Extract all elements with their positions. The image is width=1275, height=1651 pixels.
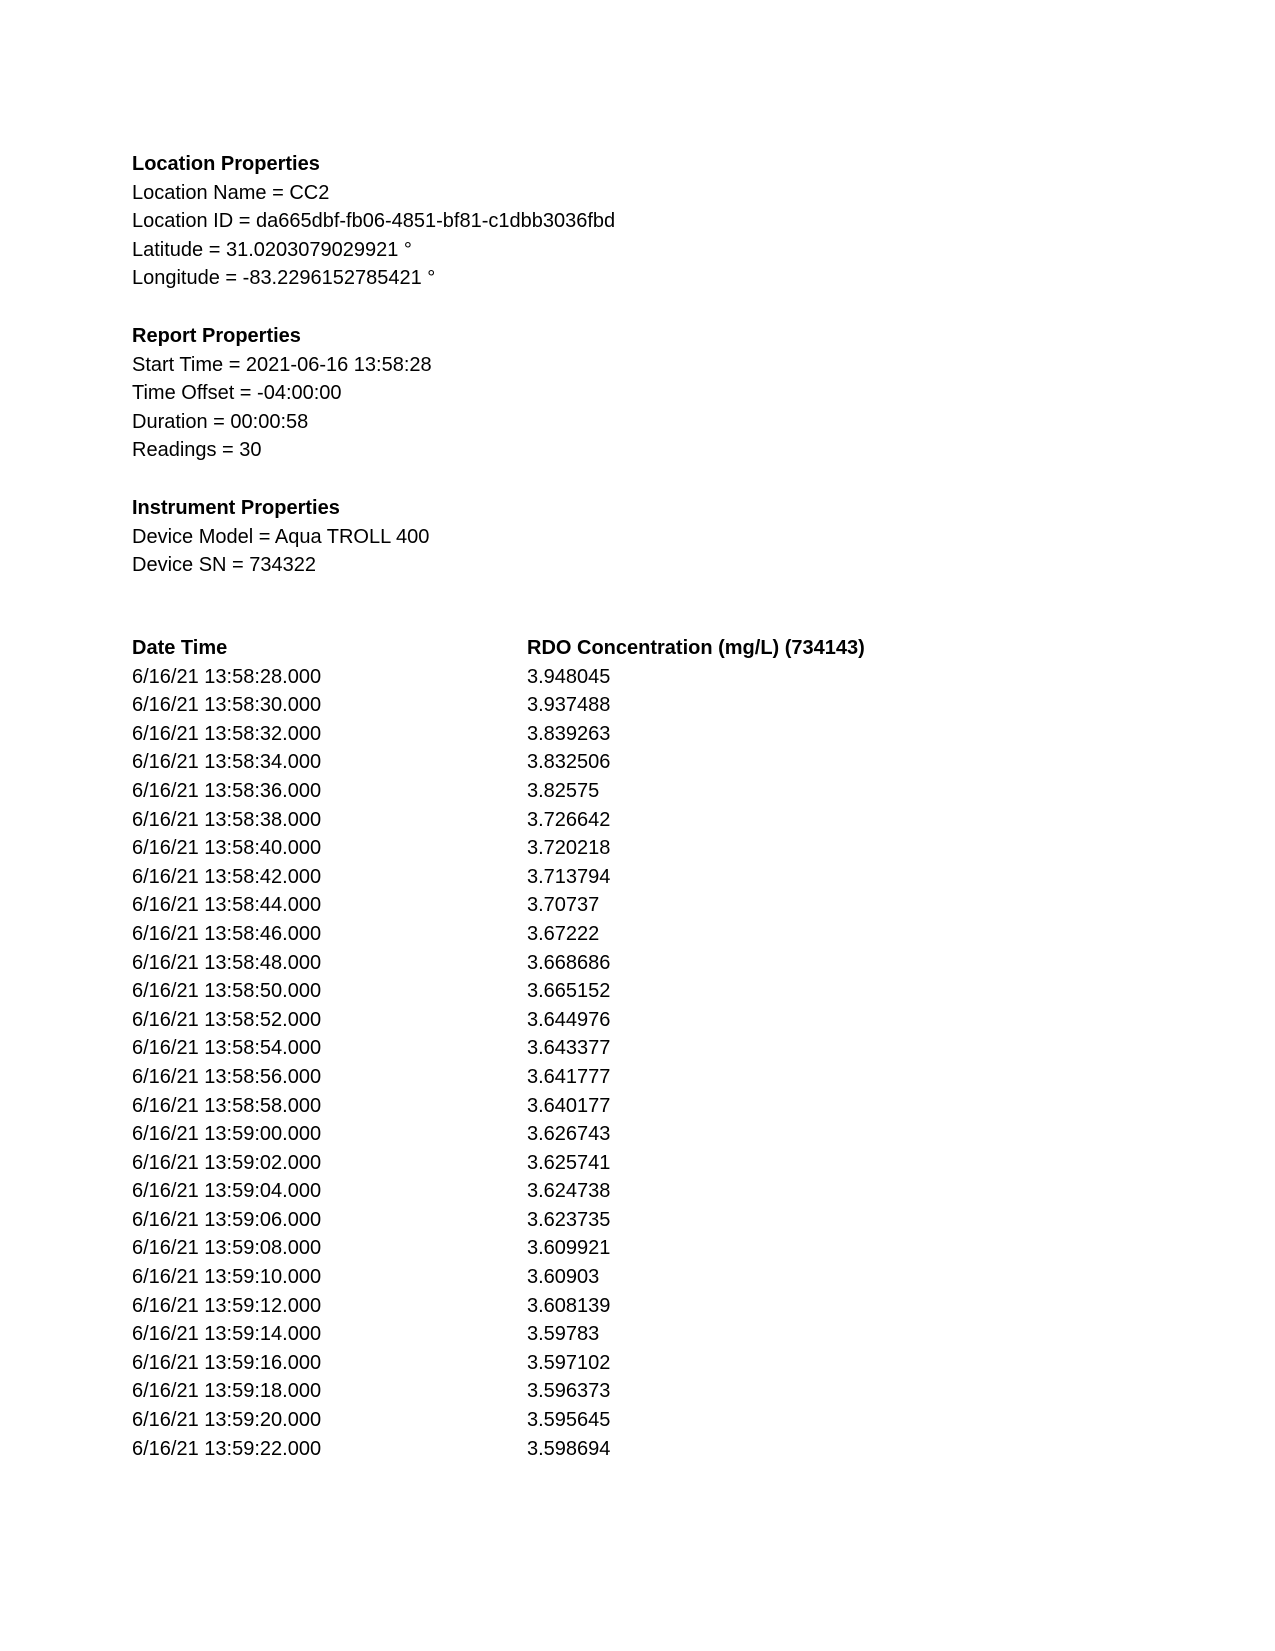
table-row [132, 891, 1027, 920]
date-time-cell: 6/16/21 13:59:00.000 [132, 1123, 322, 1146]
rdo-concentration-cell: 3.665152 [527, 980, 611, 1003]
table-row [132, 1006, 1027, 1035]
location-name: Location Name = CC2 [132, 181, 330, 204]
rdo-concentration-cell: 3.625741 [527, 1151, 611, 1174]
rdo-concentration-cell: 3.597102 [527, 1351, 611, 1374]
table-row [132, 720, 1027, 749]
rdo-concentration-cell: 3.598694 [527, 1437, 611, 1460]
rdo-concentration-cell: 3.937488 [527, 694, 611, 717]
date-time-cell: 6/16/21 13:58:54.000 [132, 1037, 322, 1060]
date-time-cell: 6/16/21 13:58:44.000 [132, 894, 322, 917]
date-time-cell: 6/16/21 13:58:36.000 [132, 779, 322, 802]
table-row [132, 1292, 1027, 1321]
table-row [132, 1177, 1027, 1206]
date-time-cell: 6/16/21 13:58:28.000 [132, 665, 322, 688]
rdo-concentration-cell: 3.948045 [527, 665, 611, 688]
date-time-cell: 6/16/21 13:58:42.000 [132, 865, 322, 888]
table-row [132, 1377, 1027, 1406]
rdo-concentration-cell: 3.726642 [527, 808, 611, 831]
rdo-concentration-cell: 3.641777 [527, 1065, 611, 1088]
rdo-concentration-cell: 3.720218 [527, 837, 611, 860]
readings-table [132, 634, 1027, 1463]
rdo-concentration-cell: 3.839263 [527, 722, 611, 745]
readings: Readings = 30 [132, 439, 262, 462]
table-row [132, 949, 1027, 978]
date-time-cell: 6/16/21 13:59:04.000 [132, 1180, 322, 1203]
longitude: Longitude = -83.2296152785421 ° [132, 267, 436, 290]
date-time-cell: 6/16/21 13:59:18.000 [132, 1380, 322, 1403]
date-time-cell: 6/16/21 13:58:52.000 [132, 1008, 322, 1031]
duration: Duration = 00:00:58 [132, 410, 309, 433]
start-time: Start Time = 2021-06-16 13:58:28 [132, 353, 432, 376]
table-row [132, 1092, 1027, 1121]
date-time-cell: 6/16/21 13:59:08.000 [132, 1237, 322, 1260]
instrument-properties-section [132, 494, 1132, 580]
date-time-cell: 6/16/21 13:59:14.000 [132, 1323, 322, 1346]
device-sn: Device SN = 734322 [132, 554, 317, 577]
location-properties-section [132, 150, 1132, 293]
rdo-concentration-cell: 3.59783 [527, 1323, 600, 1346]
rdo-concentration-cell: 3.668686 [527, 951, 611, 974]
table-row [132, 1435, 1027, 1464]
date-time-cell: 6/16/21 13:58:34.000 [132, 751, 322, 774]
location-properties-heading: Location Properties [132, 153, 320, 175]
date-time-cell: 6/16/21 13:58:46.000 [132, 922, 322, 945]
date-time-cell: 6/16/21 13:59:22.000 [132, 1437, 322, 1460]
table-row [132, 920, 1027, 949]
date-time-header: Date Time [132, 637, 228, 659]
rdo-concentration-cell: 3.82575 [527, 779, 600, 802]
rdo-concentration-cell: 3.60903 [527, 1266, 600, 1289]
rdo-concentration-cell: 3.626743 [527, 1123, 611, 1146]
rdo-concentration-cell: 3.624738 [527, 1180, 611, 1203]
table-row [132, 1206, 1027, 1235]
table-row [132, 1063, 1027, 1092]
rdo-concentration-cell: 3.640177 [527, 1094, 611, 1117]
device-model: Device Model = Aqua TROLL 400 [132, 525, 430, 548]
rdo-concentration-cell: 3.832506 [527, 751, 611, 774]
rdo-concentration-cell: 3.643377 [527, 1037, 611, 1060]
date-time-cell: 6/16/21 13:58:48.000 [132, 951, 322, 974]
date-time-cell: 6/16/21 13:59:12.000 [132, 1294, 322, 1317]
rdo-concentration-cell: 3.67222 [527, 922, 600, 945]
table-row [132, 834, 1027, 863]
date-time-cell: 6/16/21 13:58:32.000 [132, 722, 322, 745]
table-row [132, 1120, 1027, 1149]
table-row [132, 1149, 1027, 1178]
table-row [132, 663, 1027, 692]
date-time-cell: 6/16/21 13:58:58.000 [132, 1094, 322, 1117]
date-time-cell: 6/16/21 13:59:02.000 [132, 1151, 322, 1174]
table-row [132, 1034, 1027, 1063]
report-properties-heading: Report Properties [132, 324, 301, 347]
location-id: Location ID = da665dbf-fb06-4851-bf81-c1dbb3036fbd [132, 210, 616, 233]
date-time-cell: 6/16/21 13:59:10.000 [132, 1266, 322, 1289]
readings-table-body [132, 663, 1027, 1464]
date-time-cell: 6/16/21 13:58:50.000 [132, 980, 322, 1003]
report-properties-section [132, 322, 1132, 465]
instrument-properties-heading: Instrument Properties [132, 496, 340, 519]
table-row [132, 1234, 1027, 1263]
date-time-cell: 6/16/21 13:58:40.000 [132, 837, 322, 860]
date-time-cell: 6/16/21 13:58:38.000 [132, 808, 322, 831]
time-offset: Time Offset = -04:00:00 [132, 382, 342, 405]
date-time-cell: 6/16/21 13:59:16.000 [132, 1351, 322, 1374]
rdo-concentration-cell: 3.713794 [527, 865, 611, 888]
table-row [132, 977, 1027, 1006]
table-row [132, 806, 1027, 835]
rdo-concentration-cell: 3.608139 [527, 1294, 611, 1317]
table-row [132, 1263, 1027, 1292]
date-time-cell: 6/16/21 13:59:06.000 [132, 1208, 322, 1231]
table-row [132, 691, 1027, 720]
rdo-concentration-cell: 3.596373 [527, 1380, 611, 1403]
report-header [132, 150, 1132, 609]
table-row [132, 777, 1027, 806]
rdo-concentration-cell: 3.70737 [527, 894, 600, 917]
table-header-row [132, 634, 1027, 663]
rdo-concentration-cell: 3.595645 [527, 1409, 611, 1432]
table-row [132, 1349, 1027, 1378]
table-row [132, 748, 1027, 777]
date-time-cell: 6/16/21 13:58:56.000 [132, 1065, 322, 1088]
rdo-concentration-cell: 3.644976 [527, 1008, 611, 1031]
latitude: Latitude = 31.0203079029921 ° [132, 238, 412, 261]
date-time-cell: 6/16/21 13:59:20.000 [132, 1409, 322, 1432]
table-row [132, 1320, 1027, 1349]
rdo-concentration-cell: 3.623735 [527, 1208, 611, 1231]
date-time-cell: 6/16/21 13:58:30.000 [132, 694, 322, 717]
table-row [132, 863, 1027, 892]
rdo-concentration-header: RDO Concentration (mg/L) (734143) [527, 637, 865, 659]
rdo-concentration-cell: 3.609921 [527, 1237, 611, 1260]
table-row [132, 1406, 1027, 1435]
